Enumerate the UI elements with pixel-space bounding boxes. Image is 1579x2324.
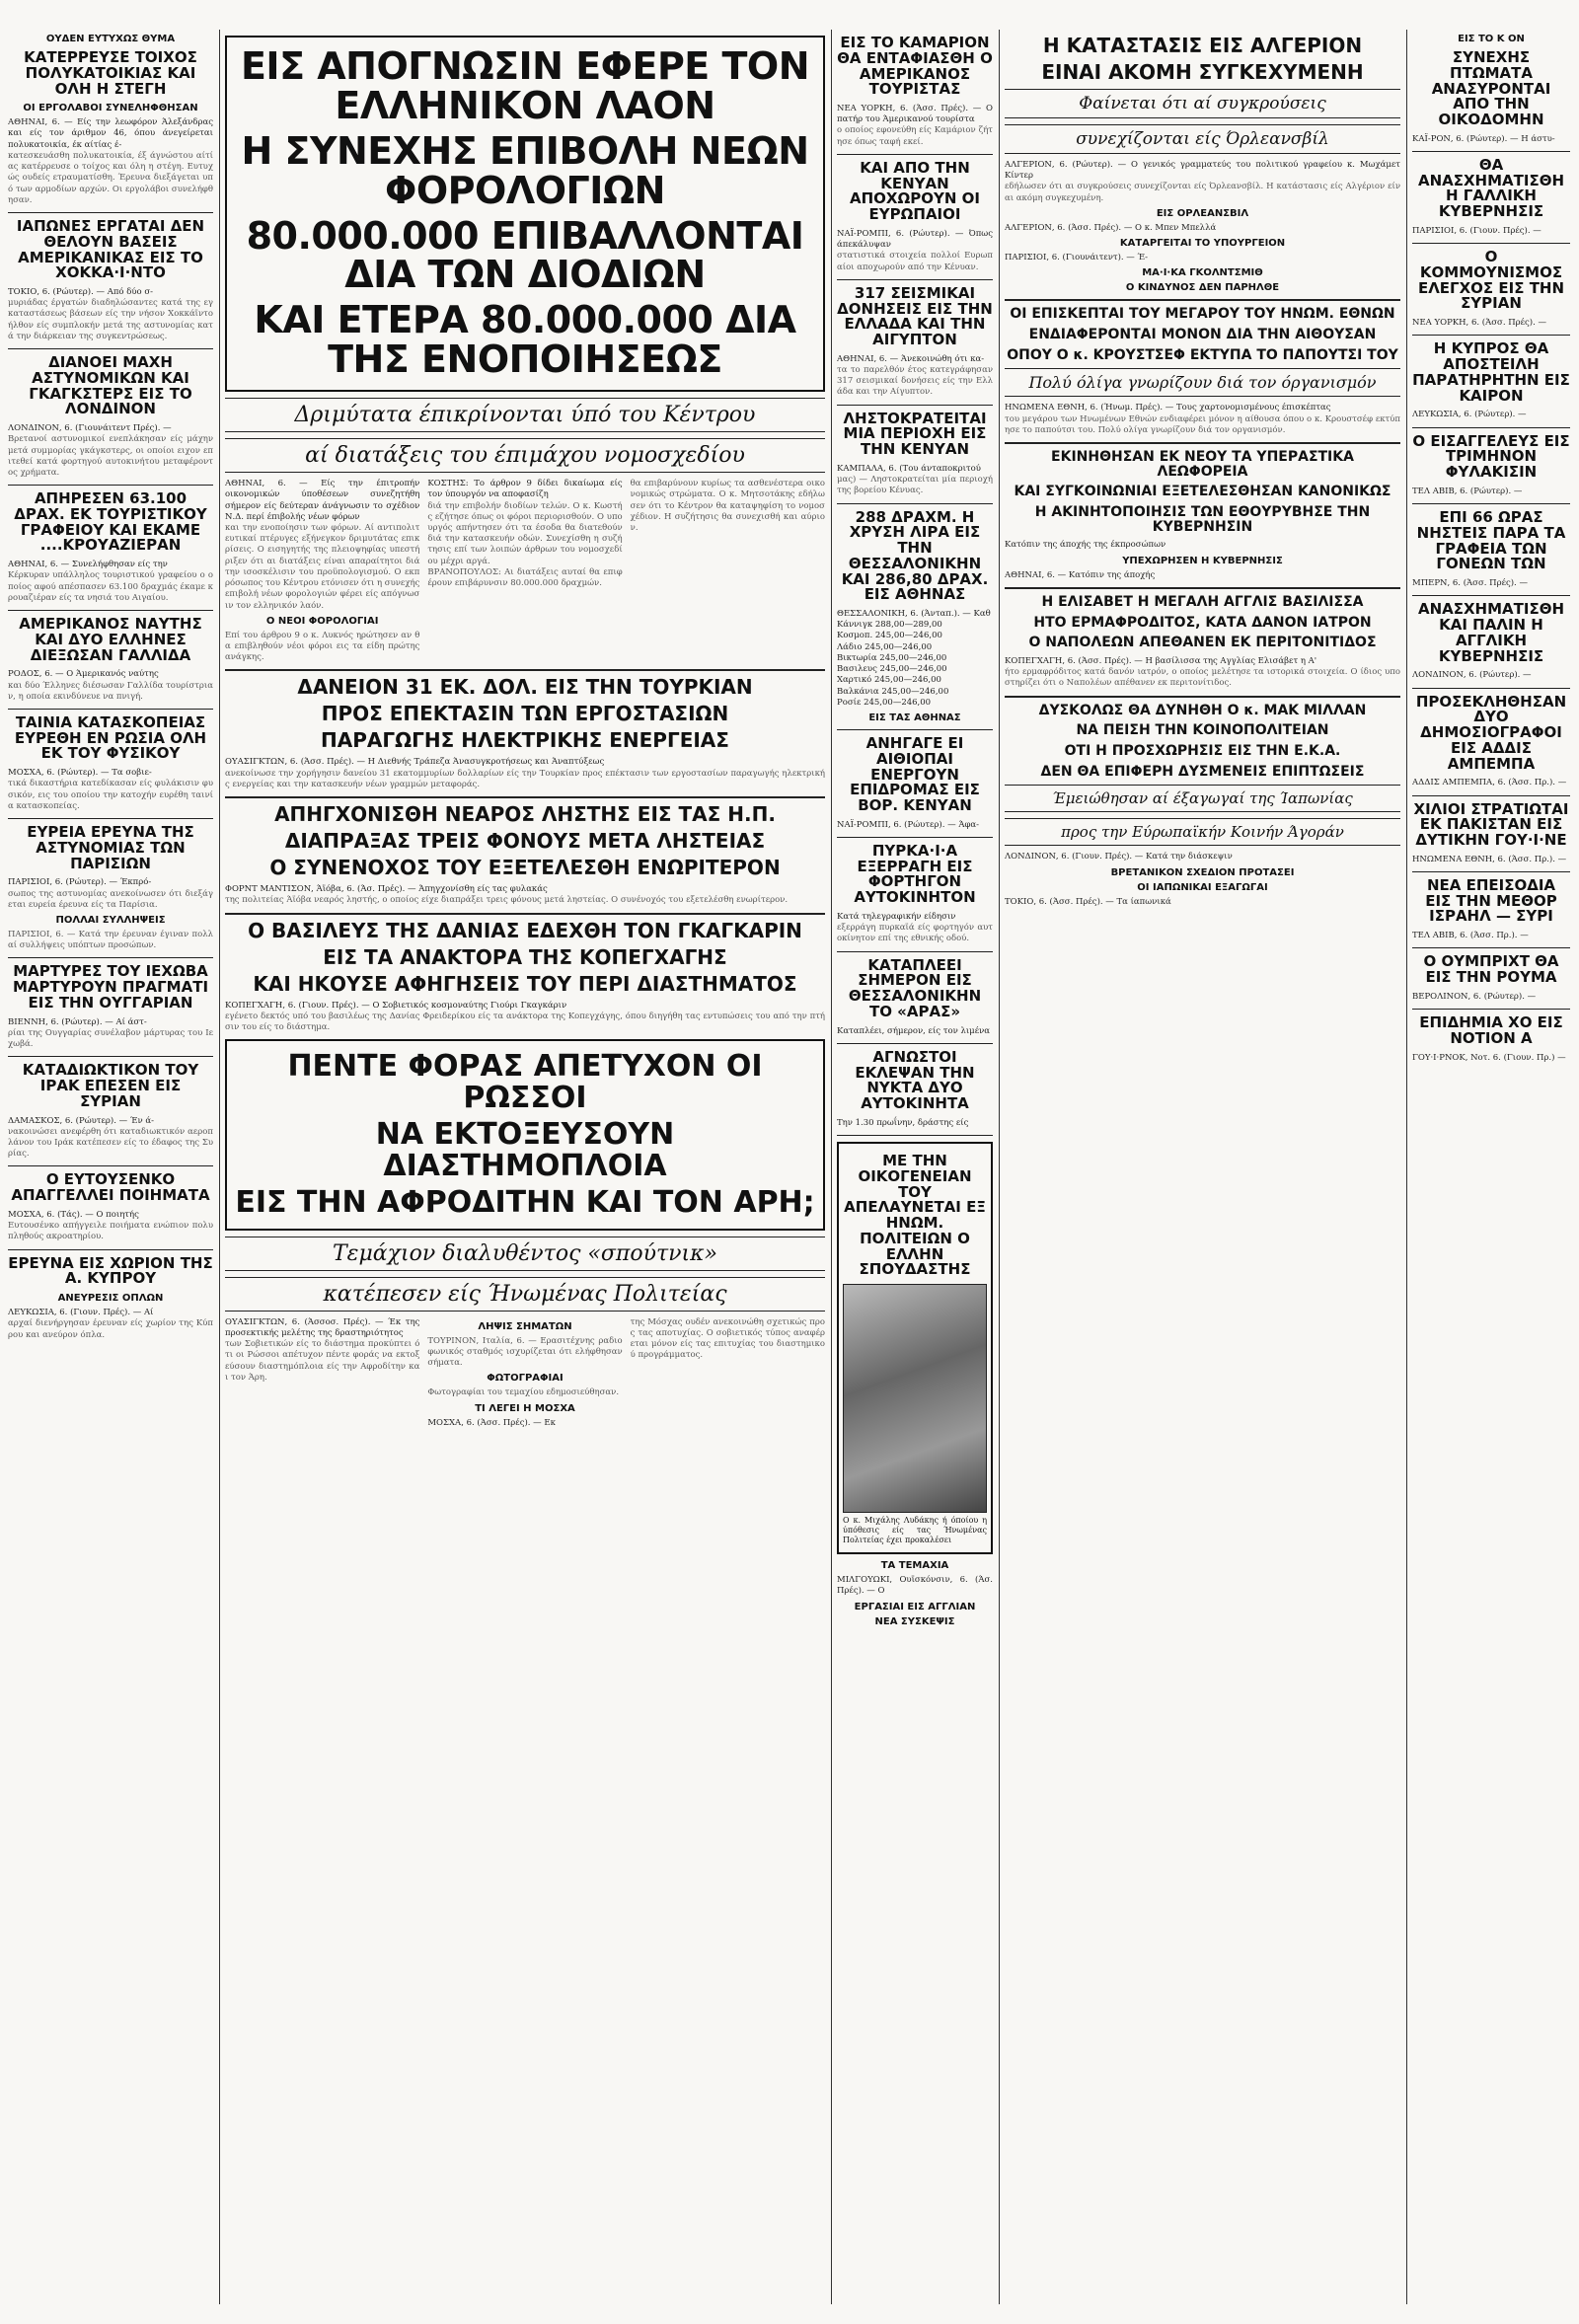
subheadline: ΑΝΕΥΡΕΣΙΣ ΟΠΛΩΝ: [57, 1293, 164, 1305]
headline: ΠΥΡΚΑ·Ι·Α ΕΞΕΡΡΑΓΗ ΕΙΣ ΦΟΡΤΗΓΟΝ ΑΥΤΟΚΙΝΗΤΟΝ: [854, 841, 976, 907]
column-far-right: [1412, 30, 1570, 2304]
headline: ΙΑΠΩΝΕΣ ΕΡΓΑΤΑΙ ΔΕΝ ΘΕΛΟΥΝ ΒΑΣΕΙΣ ΑΜΕΡΙΚΑΝΙΚΑΣ ΕΙΣ ΤΟ ΧΟΚΚΑ·Ι·ΝΤΟ: [16, 217, 205, 282]
article-body: τικά δικαστήρια κατεδίκασαν είς φυλάκισιν φυσικόν, εις του οποίου την κατοχήν ευρέθη ταινία κατασκοπείας.: [8, 779, 213, 811]
price-row: Κοσμοπ. 245,00—246,00: [837, 631, 942, 641]
headline: ΕΝΔΙΑΦΕΡΟΝΤΑΙ ΜΟΝΟΝ ΔΙΑ ΤΗΝ ΑΙΘΟΥΣΑΝ: [1028, 327, 1377, 342]
main-headline: ΚΑΙ ΕΤΕΡΑ 80.000.000 ΔΙΑ ΤΗΣ ΕΝΟΠΟΙΗΣΕΩΣ: [254, 298, 796, 382]
article-text: ΜΟΣΧΑ, 6. (Ρώυτερ). — Τα σοβιε-: [8, 768, 152, 779]
price-row: Χαρτικό 245,00—246,00: [837, 675, 941, 686]
article-text: ΒΙΕΝΝΗ, 6. (Ρώυτερ). — Αί άστ-: [8, 1016, 147, 1027]
main-headline: Η ΣΥΝΕΧΗΣ ΕΠΙΒΟΛΗ ΝΕΩΝ ΦΟΡΟΛΟΓΙΩΝ: [241, 128, 809, 212]
article-body: σωπος της αστυνομίας ανεκοίνωσεν ότι διεξάγεται ευρεία έρευνα είς τα Παρίσια.: [8, 888, 213, 910]
subheadline: προς την Εύρωπαϊκήν Κοινήν Άγοράν: [1005, 818, 1400, 846]
article-body: του μεγάρου των Ηνωμένων Εθνών ενδιαφέρει μόνον η αίθουσα όπου ο κ. Κρουστσέφ εκτύπησε το παπούτσι του. Πολύ ολίγα γνωρίζουν διά τον οργανισμόν.: [1005, 413, 1400, 435]
article-text: ΚΑΪ-ΡΟΝ, 6. (Ρώυτερ). — Η άστυ-: [1412, 133, 1555, 144]
headline: ΕΙΣ ΤΟ ΚΑΜΑΡΙΟΝ ΘΑ ΕΝΤΑΦΙΑΣΘΗ Ο ΑΜΕΡΙΚΑΝΟΣ ΤΟΥΡΙΣΤΑΣ: [837, 34, 993, 99]
headline: Ο ΣΥΝΕΝΟΧΟΣ ΤΟΥ ΕΞΕΤΕΛΕΣΘΗ ΕΝΩΡΙΤΕΡΟΝ: [269, 856, 781, 880]
headline: ΚΑΤΕΡΡΕΥΣΕ ΤΟΙΧΟΣ ΠΟΛΥΚΑΤΟΙΚΙΑΣ ΚΑΙ ΟΛΗ Η ΣΤΕΓΗ: [24, 48, 197, 98]
article-text: ΑΘΗΝΑΙ, 6. — Άνεκοινώθη ότι κα-: [837, 353, 985, 364]
article-body: των Σοβιετικών είς το διάστημα προκύπτει ότι οι Ρώσσοι απέτυχον πέντε φοράς να εκτοξεύσουν διαστημόπλοια είς την Αφροδίτην και τον Άρη.: [225, 1339, 420, 1383]
headline: Ο ΚΟΜΜΟΥΝΙΣΜΟΣ ΕΛΕΓΧΟΣ ΕΙΣ ΤΗΝ ΣΥΡΙΑΝ: [1417, 248, 1565, 313]
article-text: ΠΑΡΙΣΙΟΙ, 6. (Γιουν. Πρές). —: [1412, 225, 1541, 236]
article-text: ΓΟΥ·Ι·ΡΝΟΚ, Νοτ. 6. (Γιουν. Πρ.) —: [1412, 1052, 1566, 1063]
headline: Η ΚΥΠΡΟΣ ΘΑ ΑΠΟΣΤΕΙΛΗ ΠΑΡΑΤΗΡΗΤΗΝ ΕΙΣ ΚΑΙΡΟΝ: [1412, 339, 1570, 405]
headline: ΟΥΔΕΝ ΕΥΤΥΧΩΣ ΘΥΜΑ: [45, 34, 176, 44]
headline: ΑΜΕΡΙΚΑΝΟΣ ΝΑΥΤΗΣ ΚΑΙ ΔΥΟ ΕΛΛΗΝΕΣ ΔΙΕΞΩΣΑΝ ΓΑΛΛΙΔΑ: [19, 615, 202, 664]
headline: ΔΕΝ ΘΑ ΕΠΙΦΕΡΗ ΔΥΣΜΕΝΕΙΣ ΕΠΙΠΤΩΣΕΙΣ: [1040, 763, 1365, 780]
headline: ΚΑΙ ΣΥΓΚΟΙΝΩΝΙΑΙ ΕΞΕΤΕΛΕΣΘΗΣΑΝ ΚΑΝΟΝΙΚΩΣ: [1014, 484, 1391, 500]
price-row: Ροσίε 245,00—246,00: [837, 697, 932, 708]
headline: ΕΙΣ ΤΗΝ ΑΦΡΟΔΙΤΗΝ ΚΑΙ ΤΟΝ ΑΡΗ;: [235, 1185, 815, 1221]
article-text: ΚΑΜΠΑΛΑ, 6. (Του άνταποκριτού: [837, 463, 981, 474]
subheadline: Ο ΚΙΝΔΥΝΟΣ ΔΕΝ ΠΑΡΗΛΘΕ: [1125, 282, 1280, 294]
article-text: ΔΑΜΑΣΚΟΣ, 6. (Ρώυτερ). — Έν ά-: [8, 1115, 154, 1126]
headline: Ο ΝΑΠΟΛΕΩΝ ΑΠΕΘΑΝΕΝ ΕΚ ΠΕΡΙΤΟΝΙΤΙΔΟΣ: [1028, 635, 1377, 651]
article-text: ΜΟΣΧΑ, 6. (Άσσ. Πρές). — Εκ: [427, 1417, 556, 1428]
headline: ΠΕΝΤΕ ΦΟΡΑΣ ΑΠΕΤΥΧΟΝ ΟΙ ΡΩΣΣΟΙ: [287, 1049, 763, 1115]
subheadline: κατέπεσεν είς Ήνωμένας Πολιτείας: [225, 1277, 825, 1312]
headline: ΕΙΝΑΙ ΑΚΟΜΗ ΣΥΓΚΕΧΥΜΕΝΗ: [1041, 60, 1364, 84]
headline: Η ΚΑΤΑΣΤΑΣΙΣ ΕΙΣ ΑΛΓΕΡΙΟΝ: [1042, 34, 1363, 57]
article-text: Κατόπιν της άποχής της έκπροσώπων: [1005, 540, 1166, 551]
price-row: Βαλκάνια 245,00—246,00: [837, 686, 949, 697]
article-text: Την 1.30 πρωΐνην, δράστης είς: [837, 1117, 969, 1128]
article-body: της πολιτείας Άϊόβα νεαρός ληστής, ο οποίος είχε διαπράξει τρεις φόνους μετά ληστείας. Ο συνένοχός του εξετελέσθη ενωρίτερον.: [225, 895, 789, 906]
article-body: ο οποίος εφονεύθη είς Καμάριον ζήτησε όπως ταφή εκεί.: [837, 125, 993, 147]
article-text: ΛΕΥΚΩΣΙΑ, 6. (Ρώυτερ). —: [1412, 410, 1527, 420]
article-text: ΗΝΩΜΕΝΑ ΕΘΝΗ, 6. (Ήνωμ. Πρές). — Τους χαρτονομισμένους έπισκέπτας: [1005, 403, 1331, 413]
photo: [843, 1284, 987, 1513]
headline: Ο ΕΙΣΑΓΓΕΛΕΥΣ ΕΙΣ ΤΡΙΜΗΝΟΝ ΦΥΛΑΚΙΣΙΝ: [1412, 431, 1570, 482]
price-list: [837, 620, 993, 709]
subheadline: ΕΙΣ ΟΡΛΕΑΝΣΒΙΛ: [1156, 207, 1249, 219]
article-body: ΤΟΥΡΙΝΟΝ, Ιταλία, 6. — Ερασιτέχνης ραδιοφωνικός σταθμός ισχυρίζεται ότι ελήφθησαν σήματα.: [427, 1335, 623, 1369]
article-body: και δύο Έλληνες διέσωσαν Γαλλίδα τουρίστριαν, η οποία εκινδύνευε να πνιγή.: [8, 680, 213, 702]
subheadline: Δριμύτατα έπικρίνονται ύπό του Κέντρου: [225, 398, 825, 432]
article-text: ΤΕΛ ΑΒΙΒ, 6. (Ρώυτερ). —: [1412, 486, 1523, 496]
headline: ΕΙΣ ΤΟ Κ ΟΝ: [1458, 34, 1525, 44]
space-story-box: [225, 1039, 825, 1231]
headline: 288 ΔΡΑΧΜ. Η ΧΡΥΣΗ ΛΙΡΑ ΕΙΣ ΤΗΝ ΘΕΣΣΑΛΟΝΙΚΗΝ ΚΑΙ 286,80 ΔΡΑΧ. ΕΙΣ ΑΘΗΝΑΣ: [841, 507, 989, 604]
article-body: στατιστικά στοιχεία πολλοί Ευρωπαίοι αποχωρούν από την Κένυαν.: [837, 251, 993, 272]
price-row: Βασιλευς 245,00—246,00: [837, 664, 947, 675]
headline: ΕΠΙΔΗΜΙΑ ΧΟ ΕΙΣ ΝΟΤΙΟΝ Α: [1419, 1013, 1563, 1047]
article-body: εγένετο δεκτός υπό του βασιλέως της Δανίας Φρειδερίκου είς τα ανάκτορα της Κοπεγχάγης, όπου διηγήθη τας εντυπώσεις του από την πτήσιν του είς το διάστημα.: [225, 1011, 825, 1032]
headline: ΑΠΗΡΕΣΕΝ 63.100 ΔΡΑΧ. ΕΚ ΤΟΥΡΙΣΤΙΚΟΥ ΓΡΑΦΕΙΟΥ ΚΑΙ ΕΚΑΜΕ ....ΚΡΟΥΑΖΙΕΡΑΝ: [14, 489, 207, 555]
subheadline: Τεμάχιον διαλυθέντος «σπούτνικ»: [225, 1237, 825, 1271]
article-body: ΠΑΡΙΣΙΟΙ, 6. — Κατά την έρευναν έγιναν πολλαί συλλήψεις υπόπτων προσώπων.: [8, 930, 213, 951]
column-center-right: [837, 30, 993, 2304]
subheadline: ΟΙ ΕΡΓΟΛΑΒΟΙ ΣΥΝΕΛΗΦΘΗΣΑΝ: [23, 103, 198, 114]
headline: ΟΤΙ Η ΠΡΟΣΧΩΡΗΣΙΣ ΕΙΣ ΤΗΝ Ε.Κ.Α.: [1064, 743, 1341, 759]
article-text: ΝΑΪ-ΡΟΜΠΙ, 6. (Ρώυτερ). — Άφα-: [837, 819, 980, 830]
photo-caption: Ο κ. Μιχάλης Λυδάκης ή όποίου η ύπόθεσις είς τας Ήνωμένας Πολιτείας έχει προκαλέσει: [843, 1516, 987, 1545]
article-text: ΜΙΛΓΟΥΩΚΙ, Ουϊσκόνσιν, 6. (Άσ. Πρές). — Ο: [837, 1575, 993, 1597]
article-body: τα το παρελθόν έτος κατεγράφησαν 317 σεισμικαί δονήσεις είς την Ελλάδα και την Αίγυπτον.: [837, 364, 993, 398]
headline: Η ΑΚΙΝΗΤΟΠΟΙΗΣΙΣ ΤΩΝ ΕΘΟΥΡΥΒΗΣΕ ΤΗΝ ΚΥΒΕΡΝΗΣΙΝ: [1034, 504, 1371, 535]
headline: Ο ΕΥΤΟΥΣΕΝΚΟ ΑΠΑΓΓΕΛΛΕΙ ΠΟΙΗΜΑΤΑ: [11, 1170, 210, 1205]
main-headline: ΕΙΣ ΑΠΟΓΝΩΣΙΝ ΕΦΕΡΕ ΤΟΝ ΕΛΛΗΝΙΚΟΝ ΛΑΟΝ: [240, 44, 810, 127]
article-text: ΚΟΠΕΓΧΑΓΗ, 6. (Γιουν. Πρές). — Ο Σοβιετικός κοσμοναύτης Γιούρι Γκαγκάριν: [225, 1000, 567, 1011]
article-text: ΟΥΑΣΙΓΚΤΩΝ, 6. (Άσσ. Πρές). — Η Διεθνής Τράπεζα Άνασυγκροτήσεως και Άναπτύξεως: [225, 757, 605, 768]
headline: ΚΑΤΑΠΛΕΕΙ ΣΗΜΕΡΟΝ ΕΙΣ ΘΕΣΣΑΛΟΝΙΚΗΝ ΤΟ «ΑΡΑΣ»: [848, 955, 982, 1020]
article-text: ΑΘΗΝΑΙ, 6. — Συνελήφθησαν είς την: [8, 560, 168, 570]
article-body: αρχαί διενήργησαν έρευναν είς χωρίον της Κύπρου και ανεύρον όπλα.: [8, 1318, 213, 1340]
article-text: Κατά τηλεγραφικήν είδησιν: [837, 911, 956, 922]
headline: ΔΑΝΕΙΟΝ 31 ΕΚ. ΔΟΛ. ΕΙΣ ΤΗΝ ΤΟΥΡΚΙΑΝ: [297, 675, 753, 700]
subheadline: Έμειώθησαν αί έξαγωγαί της Ίαπωνίας: [1005, 785, 1400, 812]
article-text: ΑΘΗΝΑΙ, 6. — Κατόπιν της άποχής: [1005, 569, 1156, 580]
column-rule: [999, 30, 1000, 2304]
article-text: ΗΝΩΜΕΝΑ ΕΘΝΗ, 6. (Άσσ. Πρ.). —: [1412, 854, 1567, 864]
article-text: ΠΑΡΙΣΙΟΙ, 6. (Γιουνάιτεντ). — Έ-: [1005, 253, 1149, 263]
column-left: [8, 30, 213, 2304]
price-row: Βικτωρία 245,00—246,00: [837, 652, 947, 663]
article-body: διά την επιβολήν διοδίων τελών. Ο κ. Κωστής εζήτησε όπως οι φόροι περιορισθούν. Ο υπουργός απήντησεν ότι τα έσοδα θα διατεθούν διά την κατασκευήν οδών. Συνεχίσθη η συζήτησις επί των λοιπών άρθρων του νομοσχεδίου μέχρι αργά.: [427, 500, 623, 566]
subheadline: Ο ΝΕΟΙ ΦΟΡΟΛΟΓΙΑΙ: [265, 615, 379, 627]
article-body: μας) — Ληστοκρατείται μία περιοχή της βορείου Κένυας.: [837, 475, 993, 496]
headline: ΧΙΛΙΟΙ ΣΤΡΑΤΙΩΤΑΙ ΕΚ ΠΑΚΙΣΤΑΝ ΕΙΣ ΔΥΤΙΚΗΝ ΓΟΥ·Ι·ΝΕ: [1413, 799, 1569, 849]
headline: Ο ΟΥΜΠΡΙΧΤ ΘΑ ΕΙΣ ΤΗΝ ΡΟΥΜΑ: [1423, 952, 1559, 987]
article-body: ρίαι της Ουγγαρίας συνέλαβον μάρτυρας του Ιεχωβά.: [8, 1027, 213, 1050]
price-row: Κάννιγκ 288,00—289,00: [837, 620, 942, 631]
headline: ΕΡΕΥΝΑ ΕΙΣ ΧΩΡΙΟΝ ΤΗΣ Α. ΚΥΠΡΟΥ: [8, 1253, 213, 1288]
headline: ΚΑΙ ΑΠΟ ΤΗΝ ΚΕΝΥΑΝ ΑΠΟΧΩΡΟΥΝ ΟΙ ΕΥΡΩΠΑΙΟΙ: [850, 158, 980, 224]
subheadline: Πολύ όλίγα γνωρίζουν διά τον όργανισμόν: [1005, 368, 1400, 397]
headline: ΝΑ ΕΚΤΟΞΕΥΣΟΥΝ ΔΙΑΣΤΗΜΟΠΛΟΙΑ: [375, 1117, 675, 1183]
article-text: ΑΛΓΕΡΙΟΝ, 6. (Άσσ. Πρές). — Ο κ. Μπεν Μπελλά: [1005, 222, 1217, 233]
article-text: ΜΠΕΡΝ, 6. (Άσσ. Πρές). —: [1412, 578, 1528, 589]
headline: ΚΑΙ ΗΚΟΥΣΕ ΑΦΗΓΗΣΕΙΣ ΤΟΥ ΠΕΡΙ ΔΙΑΣΤΗΜΑΤΟΣ: [253, 971, 797, 996]
price-row: Λάδιο 245,00—246,00: [837, 641, 933, 652]
article-text: ΘΕΣΣΑΛΟΝΙΚΗ, 6. (Άνταπ.). — Καθ: [837, 609, 991, 620]
column-rule: [1406, 30, 1407, 2304]
column-rule: [219, 30, 220, 2304]
article-text: ΤΕΛ ΑΒΙΒ, 6. (Άσσ. Πρ.). —: [1412, 931, 1529, 941]
main-headline: 80.000.000 ΕΠΙΒΑΛΛΟΝΤΑΙ ΔΙΑ ΤΩΝ ΔΙΟΔΙΩΝ: [246, 213, 804, 297]
headline: ΠΡΟΣΕΚΛΗΘΗΣΑΝ ΔΥΟ ΔΗΜΟΣΙΟΓΡΑΦΟΙ ΕΙΣ ΑΔΔΙΣ ΑΜΠΕΜΠΑ: [1415, 692, 1567, 773]
article-text: ΠΑΡΙΣΙΟΙ, 6. (Ρώυτερ). — Έκπρό-: [8, 877, 152, 888]
column-rule: [831, 30, 832, 2304]
photo-story-box: [837, 1142, 993, 1554]
headline: ΜΕ ΤΗΝ ΟΙΚΟΓΕΝΕΙΑΝ ΤΟΥ ΑΠΕΛΑΥΝΕΤΑΙ ΕΞ ΗΝΩΜ. ΠΟΛΙΤΕΙΩΝ Ο ΕΛΛΗΝ ΣΠΟΥΔΑΣΤΗΣ: [844, 1152, 986, 1279]
subheadline: ΤΙ ΛΕΓΕΙ Η ΜΟΣΧΑ: [475, 1402, 575, 1414]
headline: ΟΙ ΕΠΙΣΚΕΠΤΑΙ ΤΟΥ ΜΕΓΑΡΟΥ ΤΟΥ ΗΝΩΜ. ΕΘΝΩΝ: [1010, 306, 1395, 323]
article-body: Φωτογραφίαι του τεμαχίου εδημοσιεύθησαν.: [427, 1387, 620, 1398]
article-body: μυριάδας έργατών διαδηλώσαντες κατά της εγκαταστάσεως βάσεων είς την νήσον Χοκκάϊντο ήλθον είς συμπλοκήν μετά της αστυνομίας κατά την διάρκειαν της συγκεντρώσεως.: [8, 298, 213, 341]
headline: ΚΑΤΑΔΙΩΚΤΙΚΟΝ ΤΟΥ ΙΡΑΚ ΕΠΕΣΕΝ ΕΙΣ ΣΥΡΙΑΝ: [22, 1061, 199, 1110]
subheadline: ΝΕΑ ΣΥΣΚΕΨΙΣ: [874, 1615, 955, 1627]
headline: ΑΝΗΓΑΓΕ ΕΙ ΑΙΘΙΟΠΑΙ ΕΝΕΡΓΟΥΝ ΕΠΙΔΡΟΜΑΣ ΕΙΣ ΒΟΡ. ΚΕΝΥΑΝ: [850, 734, 980, 814]
column-right: [1005, 30, 1400, 2304]
article-body: και την ενοποίησιν των φόρων. Αί αντιπολιτευτικαί πτέρυγες εξήνεγκον δριμυτάτας επικρίσεις. Ο εισηγητής της πλειοψηφίας υπεστήριξεν ότι αι διατάξεις είναι απαραίτητοι διά την ισοσκέλισιν του προϋπολογισμού. Ο εκπρόσωπος του Κέντρου ετόνισεν ότι η συνεχής επιβολή νέων φορολογιών φέρει είς απόγνωσιν τον ελληνικόν λαόν.: [225, 523, 420, 611]
article-text: ΝΕΑ ΥΟΡΚΗ, 6. (Άσσ. Πρές). —: [1412, 318, 1547, 329]
article-body: ήτο ερμαφρόδιτος κατά δανόν ιατρόν, ο οποίος μελέτησε τα ιστορικά στοιχεία. Ο ίδιος υποστηρίζει ότι ο Ναπολέων απέθανεν εκ περιτονίτιδος.: [1005, 667, 1400, 689]
headline: ΜΑΡΤΥΡΕΣ ΤΟΥ ΙΕΧΩΒΑ ΜΑΡΤΥΡΟΥΝ ΠΡΑΓΜΑΤΙ ΕΙΣ ΤΗΝ ΟΥΓΓΑΡΙΑΝ: [12, 962, 209, 1012]
headline: ΔΥΣΚΟΛΩΣ ΘΑ ΔΥΝΗΘΗ Ο κ. ΜΑΚ ΜΙΛΛΑΝ: [1038, 702, 1367, 718]
article-text: ΛΟΝΔΙΝΟΝ, 6. (Γιουν. Πρές). — Κατά την διάσκεψιν: [1005, 852, 1233, 862]
headline: ΣΥΝΕΧΗΣ ΠΤΩΜΑΤΑ ΑΝΑΣΥΡΟΝΤΑΙ ΑΠΟ ΤΗΝ ΟΙΚΟΔΟΜΗΝ: [1431, 48, 1551, 128]
column-main: [225, 30, 825, 2304]
subheadline: ΕΡΓΑΣΙΑΙ ΕΙΣ ΑΓΓΛΙΑΝ: [854, 1601, 976, 1612]
article-body: της Μόσχας ουδέν ανεκοινώθη σχετικώς προς τας αποτυχίας. Ο σοβιετικός τύπος αναφέρεται μόνον είς τας επιτυχίας του διαστημικού προγράμματος.: [630, 1316, 825, 1361]
article-text: ΑΛΓΕΡΙΟΝ, 6. (Ρώυτερ). — Ο γενικός γραμματεύς του πολιτικού γραφείου κ. Μωχάμετ Κίντερ: [1005, 160, 1400, 182]
headline: ΘΑ ΑΝΑΣΧΗΜΑΤΙΣΘΗ Η ΓΑΛΛΙΚΗ ΚΥΒΕΡΝΗΣΙΣ: [1417, 155, 1565, 221]
article-text: ΑΔΔΙΣ ΑΜΠΕΜΠΑ, 6. (Άσσ. Πρ.). —: [1412, 778, 1567, 788]
article-text: ΚΟΠΕΓΧΑΓΗ, 6. (Άσσ. Πρές). — Η βασίλισσα της Αγγλίας Ελισάβετ η Α': [1005, 655, 1317, 666]
article-body: Ευτουσένκο απήγγειλε ποιήματα ενώπιον πολυπληθούς ακροατηρίου.: [8, 1221, 213, 1242]
article-body: Κέρκυραν υπάλληλος τουριστικού γραφείου ο οποίος αφού απέσπασεν 63.100 δραχμάς έκαμε κρουαζιέραν είς τα νησιά του Αιγαίου.: [8, 570, 213, 603]
headline: ΠΡΟΣ ΕΠΕΚΤΑΣΙΝ ΤΩΝ ΕΡΓΟΣΤΑΣΙΩΝ: [321, 702, 729, 726]
headline: ΟΠΟΥ Ο κ. ΚΡΟΥΣΤΣΕΦ ΕΚΤΥΠΑ ΤΟ ΠΑΠΟΥΤΣΙ ΤΟΥ: [1007, 346, 1398, 363]
subheadline: ΒΡΕΤΑΝΙΚΟΝ ΣΧΕΔΙΟΝ ΠΡΟΤΑΣΕΙ: [1110, 866, 1295, 878]
article-body: εξερράγη πυρκαϊά είς φορτηγόν αυτοκίνητον επί της εθνικής οδού.: [837, 923, 993, 944]
headline: ΤΑΙΝΙΑ ΚΑΤΑΣΚΟΠΕΙΑΣ ΕΥΡΕΘΗ ΕΝ ΡΩΣΙΑ ΟΛΗ ΕΚ ΤΟΥ ΦΥΣΙΚΟΥ: [14, 712, 207, 763]
headline: ΑΝΑΣΧΗΜΑΤΙΣΘΗ ΚΑΙ ΠΑΛΙΝ Η ΑΓΓΛΙΚΗ ΚΥΒΕΡΝΗΣΙΣ: [1417, 600, 1565, 665]
headline: Ο ΒΑΣΙΛΕΥΣ ΤΗΣ ΔΑΝΙΑΣ ΕΔΕΧΘΗ ΤΟΝ ΓΚΑΓΚΑΡΙΝ: [248, 918, 802, 942]
article-text: ΤΟΚΙΟ, 6. (Άσσ. Πρές). — Τα ίαπωνικά: [1005, 896, 1171, 907]
subheadline: συνεχίζονται είς Όρλεανσβίλ: [1005, 124, 1400, 154]
headline: ΗΤΟ ΕΡΜΑΦΡΟΔΙΤΟΣ, ΚΑΤΑ ΔΑΝΟΝ ΙΑΤΡΟΝ: [1033, 614, 1372, 631]
article-text: ΦΟΡΝΤ ΜΑΝΤΙΣΟΝ, Άϊόβα, 6. (Άσ. Πρές). — Άπηγχονίσθη είς τας φυλακάς: [225, 884, 548, 895]
article-text: ΒΕΡΟΛΙΝΟΝ, 6. (Ρώυτερ). —: [1412, 991, 1537, 1002]
headline: ΕΙΣ ΤΑ ΑΝΑΚΤΟΡΑ ΤΗΣ ΚΟΠΕΓΧΑΓΗΣ: [323, 944, 727, 969]
headline: Η ΕΛΙΣΑΒΕΤ Η ΜΕΓΑΛΗ ΑΓΓΛΙΣ ΒΑΣΙΛΙΣΣΑ: [1041, 593, 1364, 610]
article-text: ΑΘΗΝΑΙ, 6. — Είς την λεωφόρον Άλεξάνδρας και είς τον άριθμον 46, όπου άνεγείρεται πολυκατοικία, έκ αίτίας έ-: [8, 117, 213, 150]
subheadline: ΦΩΤΟΓΡΑΦΙΑΙ: [487, 1373, 564, 1385]
subheadline: Φαίνεται ότι αί συγκρούσεις: [1005, 89, 1400, 118]
article-body: εδήλωσεν ότι αι συγκρούσεις συνεχίζονται είς Όρλεανσβίλ. Η κατάστασις είς Αλγέριον είναι ακόμη συγκεχυμένη.: [1005, 182, 1400, 203]
subheadline: ΠΟΛΛΑΙ ΣΥΛΛΗΨΕΙΣ: [55, 915, 166, 926]
article-body: ΒΡΑΝΟΠΟΥΛΟΣ: Αι διατάξεις αυταί θα επιφέρουν επιβάρυνσιν 80.000.000 δραχμών.: [427, 566, 623, 589]
headline: ΛΗΣΤΟΚΡΑΤΕΙΤΑΙ ΜΙΑ ΠΕΡΙΟΧΗ ΕΙΣ ΤΗΝ ΚΕΝΥΑΝ: [843, 409, 987, 459]
article-text: ΡΟΔΟΣ, 6. — Ο Άμερικανός ναύτης: [8, 669, 159, 680]
headline: ΑΠΗΓΧΟΝΙΣΘΗ ΝΕΑΡΟΣ ΛΗΣΤΗΣ ΕΙΣ ΤΑΣ Η.Π.: [274, 802, 776, 827]
article-text: ΑΘΗΝΑΙ, 6. — Είς την έπιτροπήν οικονομικών ύποθέσεων συνεζητήθη σήμερον είς δεύτεραν άνάγνωσιν το σχέδιον Ν.Δ. περί έπιβολής νέων φόρων: [225, 479, 420, 522]
headline: ΕΥΡΕΙΑ ΕΡΕΥΝΑ ΤΗΣ ΑΣΤΥΝΟΜΙΑΣ ΤΩΝ ΠΑΡΙΣΙΩΝ: [27, 823, 194, 872]
article-text: Καταπλέει, σήμερον, είς τον λιμένα: [837, 1025, 991, 1036]
article-body: κατεσκευάσθη πολυκατοικία, έξ άγνώστου αίτίας κατέρρευσε ο τοίχος και όλη η στέγη. Ευτυχώς ουδείς ετραυματίσθη. Έρευνα διεξάγεται υπό των αρμοδίων αρχών. Οι εργολάβοι συνελήφθησαν.: [8, 150, 213, 205]
headline: ΔΙΑΝΟΕΙ ΜΑΧΗ ΑΣΤΥΝΟΜΙΚΩΝ ΚΑΙ ΓΚΑΓΚΣΤΕΡΣ ΕΙΣ ΤΟ ΛΟΝΔΙΝΟΝ: [29, 353, 192, 418]
article-text: ΟΥΑΣΙΓΚΤΩΝ, 6. (Άσσοσ. Πρές). — Έκ της προσεκτικής μελέτης της δραστηριότητος: [225, 1316, 420, 1338]
headline: ΔΙΑΠΡΑΞΑΣ ΤΡΕΙΣ ΦΟΝΟΥΣ ΜΕΤΑ ΛΗΣΤΕΙΑΣ: [284, 829, 766, 854]
headline: ΑΓΝΩΣΤΟΙ ΕΚΛΕΨΑΝ ΤΗΝ ΝΥΚΤΑ ΔΥΟ ΑΥΤΟΚΙΝΗΤΑ: [855, 1047, 975, 1113]
article-text: ΤΟΚΙΟ, 6. (Ρώυτερ). — Από δύο σ-: [8, 287, 154, 297]
headline: 317 ΣΕΙΣΜΙΚΑΙ ΔΟΝΗΣΕΙΣ ΕΙΣ ΤΗΝ ΕΛΛΑΔΑ ΚΑΙ ΤΗΝ ΑΙΓΥΠΤΟΝ: [837, 283, 993, 348]
article-text: ΛΟΝΔΙΝΟΝ, 6. (Ρώυτερ). —: [1412, 670, 1532, 681]
article-body: νακοινώσει ανεφέρθη ότι καταδιωκτικόν αεροπλάνον του Ιράκ κατέπεσεν είς το έδαφος της Συρίας.: [8, 1126, 213, 1160]
subheadline: ΥΠΕΧΩΡΗΣΕΝ Η ΚΥΒΕΡΝΗΣΙΣ: [1122, 555, 1283, 566]
article-text: ΝΕΑ ΥΟΡΚΗ, 6. (Άσσ. Πρές). — Ο πατήρ του Άμερικανού τουρίστα: [837, 104, 993, 125]
subheadline: ΤΑ ΤΕΜΑΧΙΑ: [880, 1560, 949, 1572]
article-body: Βρετανοί αστυνομικοί ενεπλάκησαν είς μάχην μετά συμμορίας γκάγκστερς, οι οποίοι ειχον επιτεθεί κατά φορτηγού αυτοκινήτου μεταφέροντος χρήματα.: [8, 434, 213, 478]
headline: ΕΚΙΝΗΘΗΣΑΝ ΕΚ ΝΕΟΥ ΤΑ ΥΠΕΡΑΣΤΙΚΑ ΛΕΩΦΟΡΕΙΑ: [1051, 449, 1354, 480]
subheadline: ΜΑ·Ι·ΚΑ ΓΚΟΛΝΤΣΜΙΘ: [1142, 267, 1263, 279]
headline: ΝΕΑ ΕΠΕΙΣΟΔΙΑ ΕΙΣ ΤΗΝ ΜΕΘΟΡ ΙΣΡΑΗΛ — ΣΥΡΙ: [1425, 875, 1557, 926]
headline: ΕΠΙ 66 ΩΡΑΣ ΝΗΣΤΕΙΣ ΠΑΡΑ ΤΑ ΓΡΑΦΕΙΑ ΤΩΝ ΓΟΝΕΩΝ ΤΩΝ: [1416, 508, 1566, 573]
article-body: θα επιβαρύνουν κυρίως τα ασθενέστερα οικονομικώς στρώματα. Ο κ. Μητσοτάκης εδήλωσεν ότι το Κέντρον θα καταψηφίση το νομοσχέδιον. Η συζήτησις θα συνεχισθή και αύριον.: [630, 479, 825, 533]
subheadline: αί διατάξεις του έπιμάχου νομοσχεδίου: [225, 438, 825, 473]
subheadline: ΟΙ ΙΑΠΩΝΙΚΑΙ ΕΞΑΓΩΓΑΙ: [1137, 881, 1268, 893]
subheadline: ΚΑΤΑΡΓΕΙΤΑΙ ΤΟ ΥΠΟΥΡΓΕΙΟΝ: [1119, 238, 1286, 250]
article-text: ΜΟΣΧΑ, 6. (Τάς). — Ο ποιητής: [8, 1209, 139, 1220]
article-body: Επί του άρθρου 9 ο κ. Λυκνός ηρώτησεν αν θα επιβληθούν νέοι φόροι εις τα είδη πρώτης ανάγκης.: [225, 630, 420, 663]
subheadline: ΕΙΣ ΤΑΣ ΑΘΗΝΑΣ: [868, 712, 961, 723]
article-text: ΛΕΥΚΩΣΙΑ, 6. (Γιουν. Πρές). — Αί: [8, 1308, 154, 1318]
lead-story-box: [225, 36, 825, 392]
article-text: ΛΟΝΔΙΝΟΝ, 6. (Γιουνάιτεντ Πρές). —: [8, 423, 172, 434]
article-text: ΝΑΪ-ΡΟΜΠΙ, 6. (Ρώυτερ). — Όπως άπεκάλυψαν: [837, 228, 993, 251]
article-body: ανεκοίνωσε την χορήγησιν δανείου 31 εκατομμυρίων δολλαρίων είς την Τουρκίαν προς επέκτασιν των εργοστασίων παραγωγής ηλεκτρικής ενεργείας και την κατασκευήν νέων γραμμών μεταφοράς.: [225, 768, 825, 789]
subheadline: ΛΗΨΙΣ ΣΗΜΑΤΩΝ: [478, 1320, 572, 1332]
headline: ΝΑ ΠΕΙΣΗ ΤΗΝ ΚΟΙΝΟΠΟΛΙΤΕΙΑΝ: [1076, 722, 1329, 739]
article-text: ΚΟΣΤΗΣ: Το άρθρον 9 δίδει δικαίωμα είς τον ύπουργόν να αποφασίζη: [427, 479, 623, 500]
headline: ΠΑΡΑΓΩΓΗΣ ΗΛΕΚΤΡΙΚΗΣ ΕΝΕΡΓΕΙΑΣ: [321, 728, 729, 753]
